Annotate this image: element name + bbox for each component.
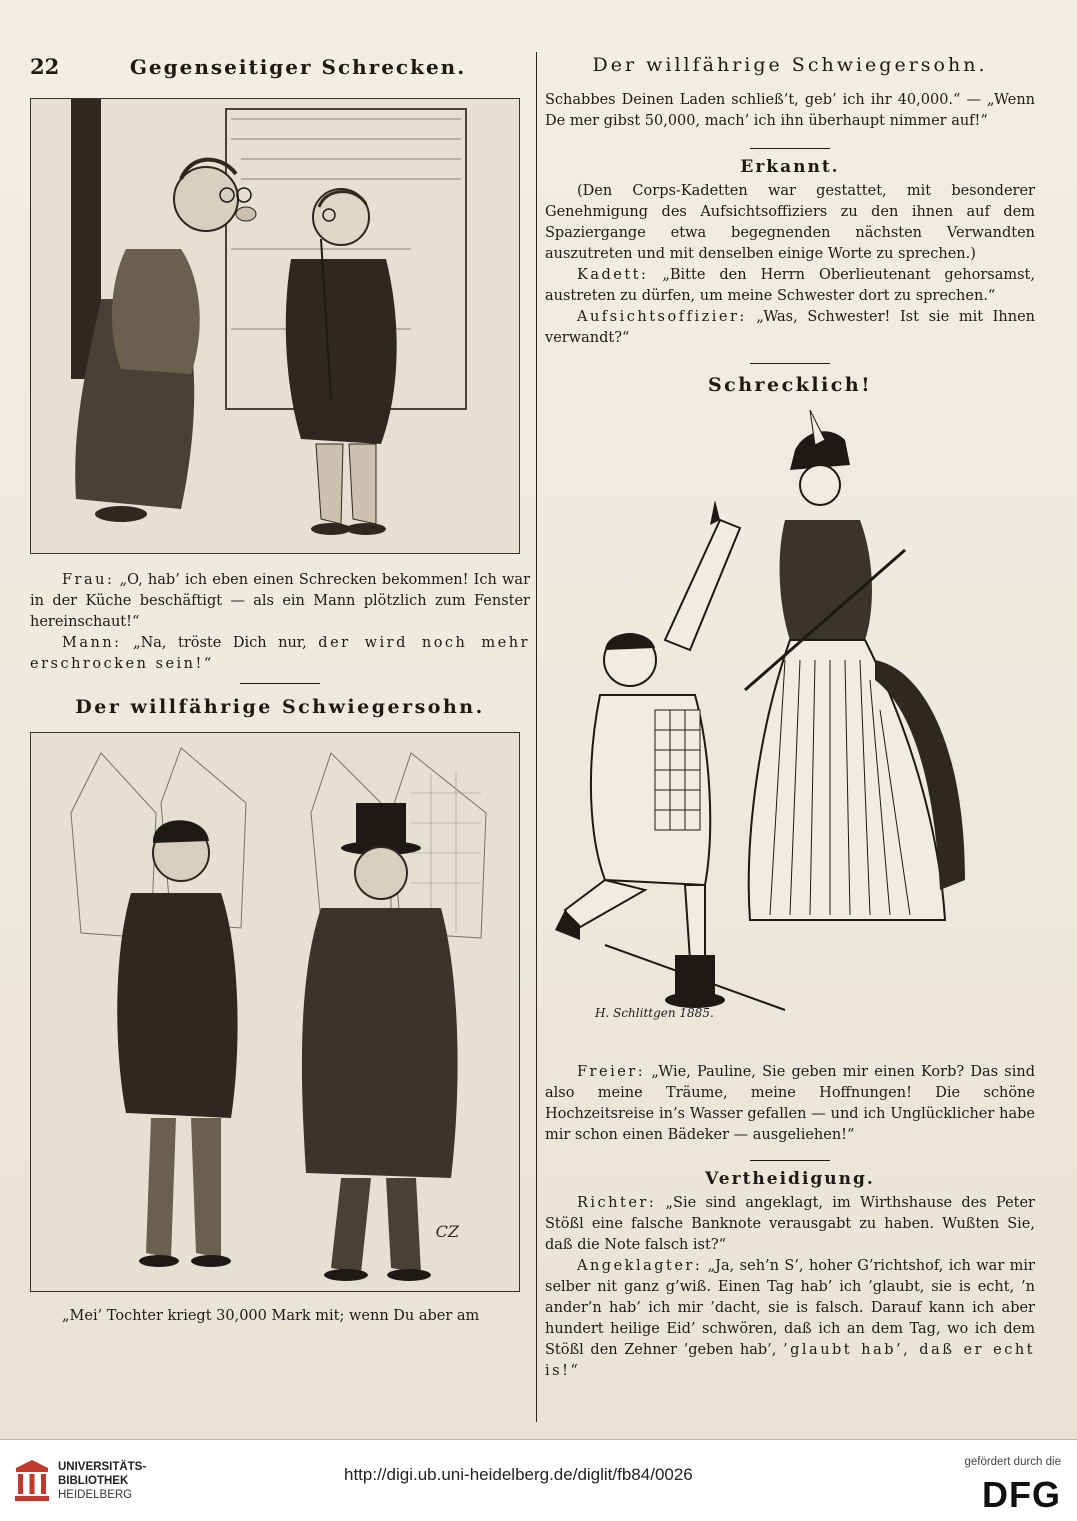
speaker-freier: Freier: [577,1064,646,1080]
line-kadett: „Bitte den Herrn Oberlieutenant gehorsamst, austreten zu dürfen, um meine Schwester dort zu sprechen.“ [545,267,1035,304]
line-freier: „Wie, Pauline, Sie geben mir einen Korb? Das sind also meine Träume, meine Hoffnungen! Die schöne Hochzeitsreise in’s Wasser gefallen — und ich Unglücklicher habe mir schon einen Bädeker — ausgeliehen!“ [545,1064,1035,1143]
illustration-schrecklich [545,410,1035,1050]
dfg-logo: DFG [982,1474,1061,1515]
line-aufsichtsoffizier: „Was, Schwester! Ist sie mit Ihnen verwandt?“ [545,309,1035,346]
speaker-angeklagter: Angeklagter: [577,1258,703,1274]
section-divider [240,683,320,684]
dialogue-mann [30,633,530,675]
engraving-two-men-clothing-shop [31,733,520,1292]
dialogue-aufsichtsoffizier [545,307,1035,349]
heading-vertheidigung: Vertheidigung. [705,1169,875,1189]
speaker-richter: Richter: [577,1195,657,1211]
caption-schrecklich [545,1062,1035,1146]
funding-label: gefördert durch die [964,1456,1061,1468]
dialogue-angeklagter [545,1256,1035,1382]
university-library-name [58,1460,146,1502]
heading-schrecklich: Schrecklich! [707,374,873,396]
section-divider [750,148,830,149]
heading-erkannt: Erkannt. [740,157,840,177]
caption-gegenseitiger-schrecken [30,570,530,675]
line-richter: „Sie sind angeklagt, im Wirthshause des Peter Stößl eine falsche Banknote verausgabt zu haben. Wußten Sie, daß die Note falsch ist?“ [545,1195,1035,1253]
library-line-1: UNIVERSITÄTS- [58,1461,147,1473]
library-line-3: HEIDELBERG [58,1489,133,1501]
dialogue-frau [30,570,530,633]
line-mann-b: der wird noch mehr erschrocken sein!“ [30,635,531,672]
caption-schwiegersohn: „Mei’ Tochter kriegt 30,000 Mark mit; wenn Du aber am [62,1308,480,1324]
illustration-gegenseitiger-schrecken [30,98,520,554]
dialogue-kadett [545,265,1035,307]
engraving-suitor-and-lady [545,410,1035,1050]
line-frau: „O, hab’ ich eben einen Schrecken bekommen! Ich war in der Küche beschäftigt — als ein Mann plötzlich zum Fenster hereinschaut!“ [30,572,531,630]
line-angeklagter-b: ’glaubt hab’, daß er echt is!“ [545,1342,1035,1379]
line-mann-a: „Na, tröste Dich nur, [133,635,307,651]
left-header [30,54,530,84]
university-library-logo-icon [12,1458,52,1504]
left-column [30,54,530,1424]
continued-text-schwiegersohn: Schabbes Deinen Laden schließ’t, geb’ ich ihr 40,000.“ — „Wenn De mer gibst 50,000, mach’ ich ihn überhaupt nimmer auf!“ [545,92,1035,129]
speaker-frau: Frau: [62,572,115,588]
section-divider [750,1160,830,1161]
section-divider [750,363,830,364]
running-title-left: Gegenseitiger Schrecken. [129,55,467,79]
column-divider [536,52,537,1422]
speaker-kadett: Kadett: [577,267,649,283]
dialogue-richter [545,1193,1035,1256]
speaker-mann: Mann: [62,635,122,651]
heading-willfaehrige-schwiegersohn: Der willfährige Schwiegersohn. [75,696,485,718]
library-line-2: BIBLIOTHEK [58,1475,129,1487]
speaker-aufsichtsoffizier: Aufsichtsoffizier: [577,309,747,325]
right-column [545,54,1035,1424]
line-angeklagter-a: „Ja, seh’n S’, hoher G’richtshof, ich war mir selber nit ganz g’wiß. Einen Tag hab’ ich ’glaubt, sie is echt, ’n ander’n hab’ ich mir ’dacht, sie is falsch. Darauf kann ich aber hundert heilige Eid’ schwören, daß ich an dem Tag, wo ich dem Stößl den Zehner ’geben hab’, [545,1258,1035,1358]
permalink-url[interactable]: http://digi.ub.uni-heidelberg.de/diglit/fb84/0026 [344,1465,693,1484]
artist-monogram: CZ [435,1222,459,1241]
running-title-right: Der willfährige Schwiegersohn. [592,54,988,76]
artist-signature: H. Schlittgen 1885. [595,1006,714,1020]
viewer-footer [0,1440,1077,1521]
illustration-schwiegersohn [30,732,520,1292]
erkannt-intro: (Den Corps-Kadetten war gestattet, mit besonderer Genehmigung des Aufsichtsoffiziers zu den ihnen auf dem Spaziergange etwa begegnenden nächsten Verwandten auszutreten und mit denselben einige Worte zu sprechen.) [545,183,1035,262]
engraving-woman-and-man [31,99,520,554]
page-number: 22 [30,54,60,79]
